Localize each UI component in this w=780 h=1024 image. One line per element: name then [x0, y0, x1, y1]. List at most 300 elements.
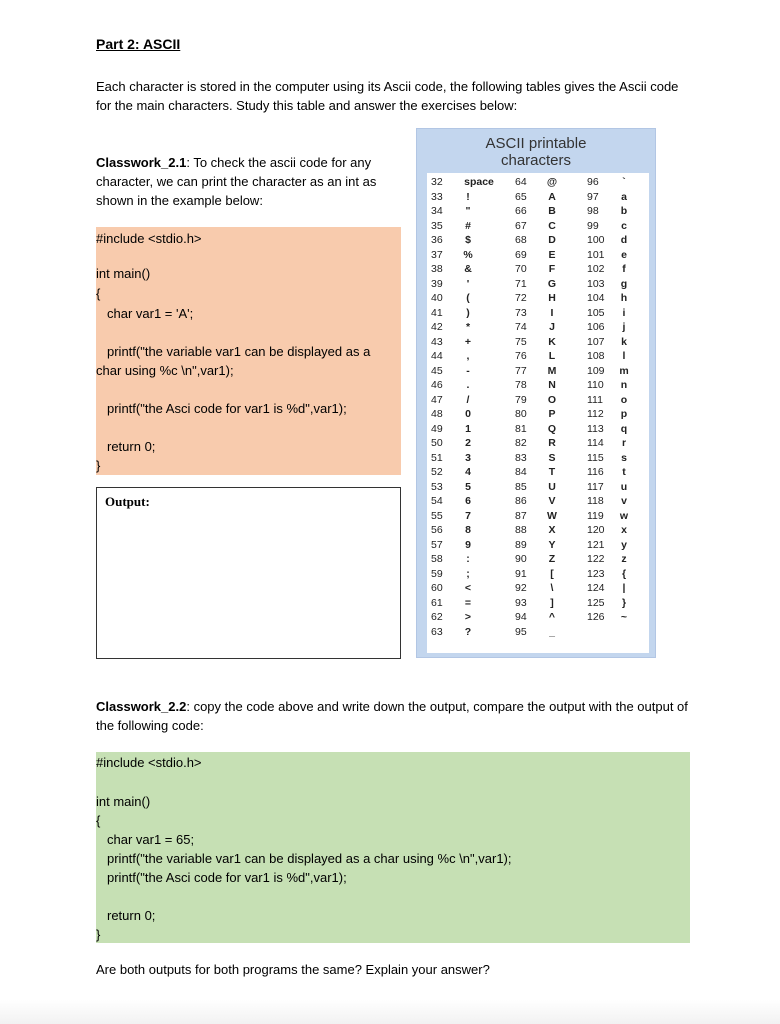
code1-main: int main() [96, 266, 151, 281]
ascii-code: 72 [515, 292, 527, 304]
ascii-char: | [622, 582, 626, 594]
page-bottom-shade [0, 1000, 780, 1024]
ascii-code: 109 [587, 364, 605, 377]
ascii-code: 94 [515, 611, 527, 623]
ascii-code: 77 [515, 364, 527, 377]
ascii-code: 74 [515, 321, 527, 333]
ascii-code: 126 [587, 611, 605, 623]
ascii-row [431, 219, 501, 234]
ascii-char: & [464, 263, 472, 275]
ascii-char: K [548, 335, 556, 348]
ascii-char: @ [546, 176, 558, 188]
ascii-char: D [548, 234, 556, 246]
code2-main: int main() [96, 794, 151, 809]
output-label: Output: [105, 494, 150, 509]
ascii-row [587, 509, 635, 524]
ascii-char: . [466, 379, 470, 391]
ascii-char: l [622, 350, 626, 362]
ascii-char: J [549, 321, 555, 333]
ascii-char: Q [547, 422, 557, 435]
ascii-row [587, 306, 635, 321]
ascii-row [431, 364, 501, 379]
code2-printf2: printf("the Asci code for var1 is %d",var1); [107, 870, 347, 885]
code1-printf1-line2: char using %c \n",var1); [96, 363, 234, 378]
ascii-row [587, 407, 635, 422]
code2-declaration: char var1 = 65; [107, 832, 195, 847]
ascii-code: 112 [587, 408, 604, 420]
ascii-char: P [548, 408, 556, 420]
ascii-char: L [548, 350, 556, 362]
ascii-char: t [622, 466, 626, 478]
ascii-char: O [547, 393, 557, 406]
ascii-column-64-95 [515, 175, 563, 639]
ascii-code: 111 [587, 393, 603, 406]
ascii-char: ` [622, 176, 626, 188]
ascii-char: G [547, 277, 557, 290]
ascii-code: 73 [515, 306, 527, 319]
ascii-char: m [619, 364, 629, 377]
ascii-char: ~ [620, 611, 628, 623]
ascii-char: - [466, 364, 470, 377]
intro-paragraph: Each character is stored in the computer using its Ascii code, the following tables gives the Ascii code for the main characters. Study this table and answer the exercises below: [96, 79, 679, 113]
classwork-2-1-instructions [96, 153, 401, 210]
ascii-code: 46 [431, 379, 443, 391]
ascii-char: 9 [465, 538, 471, 551]
ascii-row [431, 378, 501, 393]
ascii-row [515, 378, 563, 393]
ascii-code: 116 [587, 466, 604, 478]
ascii-char: space [464, 176, 494, 188]
ascii-char: h [620, 292, 628, 304]
ascii-code: 87 [515, 509, 527, 522]
ascii-char: : [466, 553, 470, 565]
ascii-char: A [548, 190, 556, 203]
ascii-row [431, 175, 501, 190]
ascii-row [515, 248, 563, 263]
ascii-char: b [620, 205, 628, 217]
ascii-code: 69 [515, 248, 527, 261]
ascii-code: 65 [515, 190, 527, 203]
ascii-code: 89 [515, 538, 527, 551]
ascii-code: 35 [431, 219, 443, 232]
ascii-char: [ [550, 567, 554, 580]
code-block-1 [96, 227, 401, 475]
ascii-code: 95 [515, 625, 527, 638]
ascii-code: 66 [515, 205, 527, 217]
ascii-row [587, 364, 635, 379]
ascii-char: c [621, 219, 627, 232]
ascii-row [515, 523, 563, 538]
ascii-char: ^ [548, 611, 556, 623]
ascii-code: 40 [431, 292, 443, 304]
ascii-code: 101 [587, 248, 605, 261]
ascii-row [587, 552, 635, 567]
ascii-row [515, 596, 563, 611]
ascii-char: z [621, 553, 627, 565]
ascii-row [515, 552, 563, 567]
ascii-row [587, 277, 635, 292]
ascii-row [431, 262, 501, 277]
ascii-row [587, 596, 635, 611]
ascii-row [587, 538, 635, 553]
ascii-char: " [465, 205, 471, 217]
code1-return: return 0; [107, 439, 156, 454]
ascii-row [587, 248, 635, 263]
ascii-row [515, 509, 563, 524]
ascii-char: H [548, 292, 556, 304]
ascii-row [515, 393, 563, 408]
ascii-char: d [620, 234, 628, 246]
ascii-row [515, 581, 563, 596]
ascii-column-96-126 [587, 175, 635, 625]
ascii-char: n [620, 379, 628, 391]
ascii-code: 92 [515, 582, 527, 594]
ascii-code: 67 [515, 219, 527, 232]
ascii-code: 64 [515, 176, 527, 188]
ascii-char: C [548, 219, 556, 232]
classwork-2-2-label: Classwork_2.2 [96, 699, 187, 714]
ascii-char: < [464, 582, 472, 594]
ascii-char: = [464, 596, 472, 609]
ascii-row [515, 349, 563, 364]
ascii-char: f [622, 263, 626, 275]
ascii-char: s [621, 451, 627, 464]
ascii-row [431, 451, 501, 466]
ascii-code: 62 [431, 611, 443, 623]
ascii-row [431, 538, 501, 553]
ascii-char: 2 [465, 437, 471, 449]
code2-open-brace: { [96, 813, 101, 828]
ascii-row [515, 320, 563, 335]
ascii-char: # [465, 219, 471, 232]
ascii-char: i [622, 306, 626, 319]
ascii-row [431, 494, 501, 509]
ascii-char: X [548, 524, 556, 536]
ascii-char: S [548, 451, 556, 464]
ascii-row [587, 378, 635, 393]
ascii-char: / [466, 393, 470, 406]
ascii-char: Y [548, 538, 556, 551]
ascii-code: 123 [587, 567, 605, 580]
ascii-char: { [621, 567, 627, 580]
ascii-code: 102 [587, 263, 605, 275]
ascii-code: 100 [587, 234, 605, 246]
ascii-code: 63 [431, 625, 443, 638]
ascii-row [587, 204, 635, 219]
ascii-row [515, 262, 563, 277]
ascii-code: 51 [431, 451, 443, 464]
ascii-row [587, 175, 635, 190]
ascii-char: x [621, 524, 627, 536]
ascii-code: 52 [431, 466, 443, 478]
ascii-row [431, 204, 501, 219]
ascii-row [515, 233, 563, 248]
ascii-char: 8 [465, 524, 471, 536]
ascii-char: u [620, 480, 628, 493]
ascii-char: R [548, 437, 556, 449]
ascii-char: e [621, 248, 627, 261]
question-text: Are both outputs for both programs the same? Explain your answer? [96, 962, 490, 977]
ascii-row [431, 291, 501, 306]
ascii-row [515, 422, 563, 437]
ascii-code: 38 [431, 263, 443, 275]
ascii-table-title [417, 135, 655, 169]
ascii-code: 103 [587, 277, 605, 290]
ascii-row [431, 233, 501, 248]
ascii-code: 48 [431, 408, 443, 420]
ascii-row [587, 262, 635, 277]
ascii-row [587, 480, 635, 495]
ascii-code: 107 [587, 335, 605, 348]
code2-printf1: printf("the variable var1 can be displayed as a char using %c \n",var1); [107, 851, 512, 866]
ascii-row [431, 422, 501, 437]
ascii-char: q [620, 422, 628, 435]
ascii-code: 125 [587, 596, 605, 609]
ascii-row [515, 335, 563, 350]
ascii-code: 105 [587, 306, 605, 319]
ascii-row [587, 567, 635, 582]
ascii-char: a [621, 190, 627, 203]
ascii-row [587, 451, 635, 466]
ascii-row [431, 625, 501, 640]
ascii-char: ' [466, 277, 470, 290]
ascii-char: + [464, 335, 472, 348]
part-title: Part 2: ASCII [96, 36, 181, 52]
ascii-row [587, 349, 635, 364]
ascii-row [515, 625, 563, 640]
code1-printf1-line1: printf("the variable var1 can be displayed as a [107, 344, 371, 359]
ascii-code: 37 [431, 248, 443, 261]
ascii-row [515, 364, 563, 379]
ascii-code: 41 [431, 306, 443, 319]
ascii-char: v [621, 495, 627, 507]
ascii-code: 119 [587, 509, 604, 522]
ascii-row [431, 190, 501, 205]
code1-close-brace: } [96, 458, 101, 473]
ascii-char: p [620, 408, 628, 420]
ascii-code: 99 [587, 219, 599, 232]
ascii-row [431, 335, 501, 350]
ascii-row [431, 610, 501, 625]
ascii-char: > [464, 611, 472, 623]
ascii-code: 60 [431, 582, 443, 594]
ascii-row [431, 596, 501, 611]
ascii-row [431, 277, 501, 292]
ascii-code: 104 [587, 292, 605, 304]
ascii-code: 121 [587, 538, 605, 551]
ascii-char: k [621, 335, 627, 348]
ascii-code: 55 [431, 509, 443, 522]
code1-printf2: printf("the Asci code for var1 is %d",var1); [107, 401, 347, 416]
ascii-code: 53 [431, 480, 443, 493]
ascii-row [515, 219, 563, 234]
ascii-code: 44 [431, 350, 443, 362]
ascii-char: r [621, 437, 627, 449]
code2-return: return 0; [107, 908, 156, 923]
ascii-row [587, 393, 635, 408]
ascii-code: 110 [587, 379, 604, 391]
ascii-code: 93 [515, 596, 527, 609]
ascii-code: 114 [587, 437, 604, 449]
ascii-code: 59 [431, 567, 443, 580]
ascii-code: 58 [431, 553, 443, 565]
classwork-2-1-label: Classwork_2.1 [96, 155, 187, 170]
ascii-code: 54 [431, 495, 443, 507]
ascii-code: 76 [515, 350, 527, 362]
ascii-code: 56 [431, 524, 443, 536]
ascii-row [431, 306, 501, 321]
ascii-row [431, 407, 501, 422]
ascii-title-line1: ASCII printable [485, 135, 587, 152]
ascii-code: 78 [515, 379, 527, 391]
ascii-code: 118 [587, 495, 604, 507]
ascii-char: 5 [465, 480, 471, 493]
ascii-row [587, 219, 635, 234]
ascii-row [515, 538, 563, 553]
ascii-code: 113 [587, 422, 604, 435]
ascii-code: 90 [515, 553, 527, 565]
ascii-code: 32 [431, 176, 443, 188]
ascii-row [431, 567, 501, 582]
ascii-row [515, 277, 563, 292]
ascii-char: o [620, 393, 628, 406]
ascii-code: 45 [431, 364, 443, 377]
ascii-row [431, 523, 501, 538]
ascii-char: w [619, 509, 629, 522]
ascii-row [431, 248, 501, 263]
ascii-code: 88 [515, 524, 527, 536]
ascii-char: ! [466, 190, 470, 203]
ascii-code: 97 [587, 190, 599, 203]
ascii-row [515, 175, 563, 190]
code2-include: #include <stdio.h> [96, 755, 202, 770]
code1-include: #include <stdio.h> [96, 231, 202, 246]
ascii-row [587, 494, 635, 509]
ascii-char: \ [550, 582, 554, 594]
ascii-code: 96 [587, 176, 599, 188]
ascii-char: ( [466, 292, 470, 304]
ascii-row [587, 190, 635, 205]
classwork-2-2-text: : copy the code above and write down the output, compare the output with the output of the following code: [96, 699, 688, 733]
code2-close-brace: } [96, 927, 101, 942]
ascii-column-32-63 [431, 175, 501, 639]
ascii-row [431, 581, 501, 596]
ascii-table [416, 128, 656, 658]
ascii-row [515, 291, 563, 306]
ascii-char: 0 [465, 408, 471, 420]
ascii-row [431, 480, 501, 495]
ascii-row [587, 320, 635, 335]
ascii-code: 42 [431, 321, 443, 333]
ascii-code: 68 [515, 234, 527, 246]
ascii-row [515, 494, 563, 509]
ascii-char: j [622, 321, 626, 333]
ascii-code: 86 [515, 495, 527, 507]
ascii-row [431, 552, 501, 567]
ascii-code: 39 [431, 277, 443, 290]
ascii-row [515, 306, 563, 321]
ascii-row [587, 291, 635, 306]
ascii-row [515, 610, 563, 625]
ascii-code: 34 [431, 205, 443, 217]
ascii-row [431, 436, 501, 451]
ascii-code: 85 [515, 480, 527, 493]
ascii-char: E [548, 248, 556, 261]
ascii-code: 81 [515, 422, 527, 435]
ascii-code: 79 [515, 393, 527, 406]
ascii-code: 120 [587, 524, 605, 536]
ascii-code: 75 [515, 335, 527, 348]
ascii-code: 117 [587, 480, 604, 493]
ascii-char: 6 [465, 495, 471, 507]
ascii-code: 108 [587, 350, 605, 362]
ascii-row [431, 393, 501, 408]
ascii-row [587, 523, 635, 538]
ascii-char: g [620, 277, 628, 290]
ascii-char: , [466, 350, 470, 362]
ascii-code: 49 [431, 422, 443, 435]
ascii-code: 47 [431, 393, 443, 406]
ascii-code: 61 [431, 596, 443, 609]
ascii-char: $ [465, 234, 471, 246]
ascii-code: 83 [515, 451, 527, 464]
ascii-code: 82 [515, 437, 527, 449]
ascii-char: ; [466, 567, 470, 580]
code-block-2 [96, 752, 690, 943]
ascii-char: 7 [465, 509, 471, 522]
ascii-char: W [547, 509, 557, 522]
classwork-2-2-instructions [96, 697, 696, 735]
ascii-code: 124 [587, 582, 605, 594]
code1-open-brace: { [96, 286, 101, 301]
ascii-char: y [621, 538, 627, 551]
ascii-code: 36 [431, 234, 443, 246]
ascii-row [587, 581, 635, 596]
ascii-row [587, 233, 635, 248]
ascii-code: 57 [431, 538, 443, 551]
ascii-code: 106 [587, 321, 605, 333]
ascii-char: I [550, 306, 554, 319]
ascii-row [587, 436, 635, 451]
ascii-row [515, 567, 563, 582]
ascii-row [515, 480, 563, 495]
ascii-row [515, 451, 563, 466]
ascii-code: 70 [515, 263, 527, 275]
ascii-code: 122 [587, 553, 605, 565]
ascii-char: ) [466, 306, 470, 319]
ascii-char: 4 [465, 466, 471, 478]
ascii-row [515, 436, 563, 451]
ascii-row [431, 509, 501, 524]
ascii-char: M [547, 364, 557, 377]
ascii-row [431, 465, 501, 480]
output-box[interactable] [96, 487, 401, 659]
ascii-code: 33 [431, 190, 443, 203]
ascii-char: B [548, 205, 556, 217]
ascii-code: 98 [587, 205, 599, 217]
classwork-2-1-text: : To check the ascii code for any character, we can print the character as an int as shown in the example below: [96, 155, 377, 208]
code1-declaration: char var1 = 'A'; [107, 306, 194, 321]
ascii-char: } [621, 596, 627, 609]
ascii-table-body [427, 173, 649, 653]
ascii-char: * [465, 321, 471, 333]
ascii-row [515, 407, 563, 422]
ascii-code: 115 [587, 451, 604, 464]
ascii-char: F [548, 263, 556, 275]
ascii-code: 71 [515, 277, 527, 290]
ascii-row [431, 320, 501, 335]
ascii-char: Z [548, 553, 556, 565]
